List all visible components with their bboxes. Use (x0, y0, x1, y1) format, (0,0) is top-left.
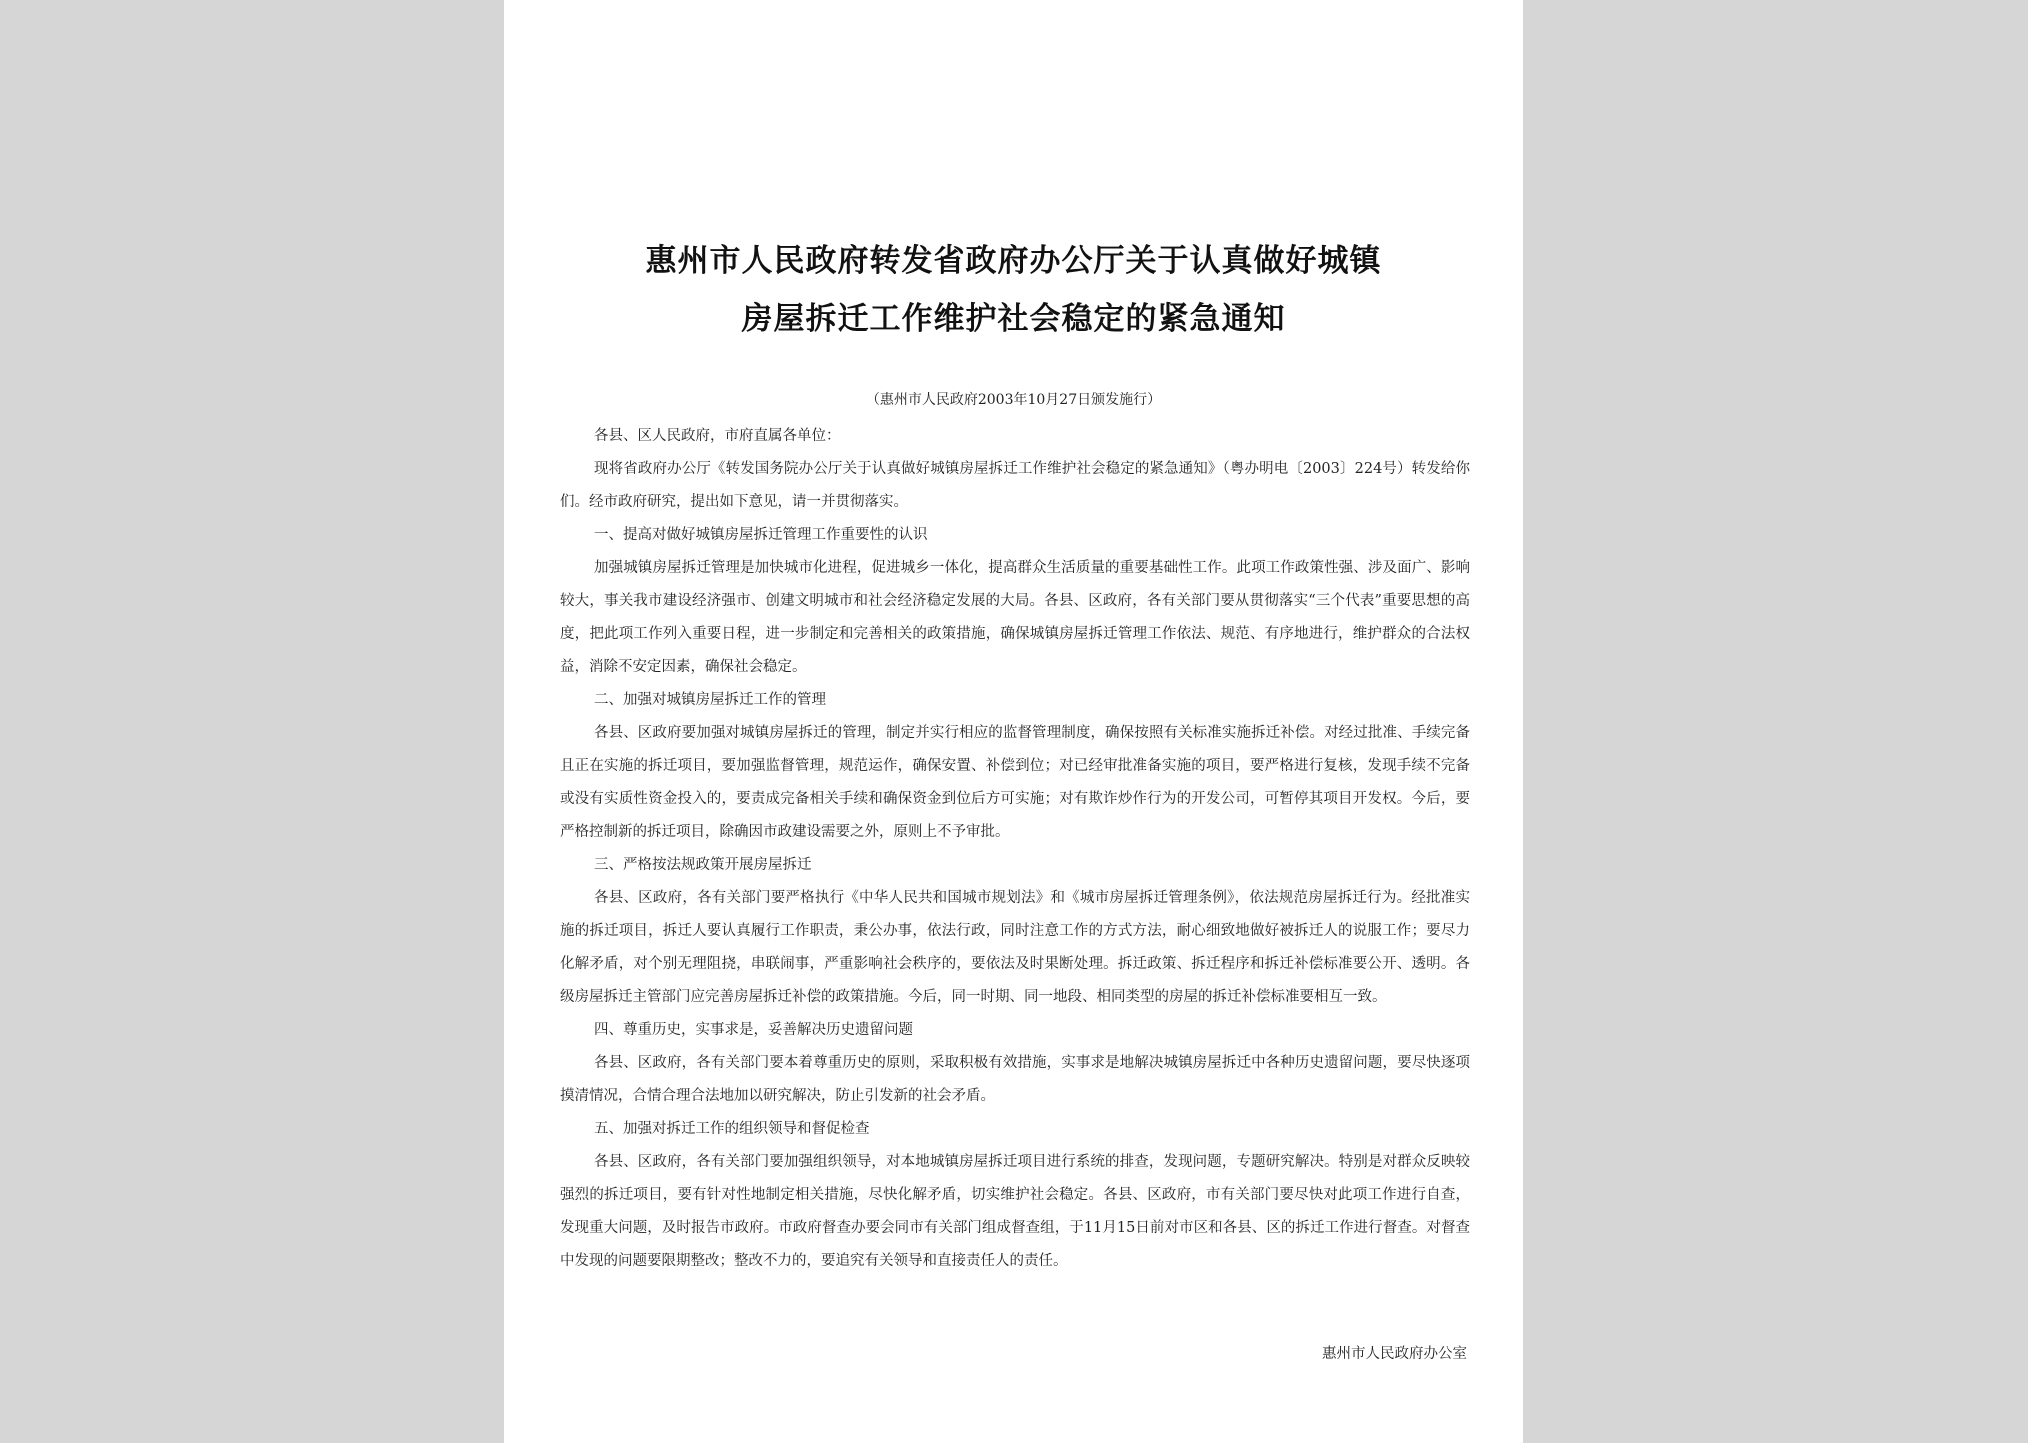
title-line-2: 房屋拆迁工作维护社会稳定的紧急通知 (741, 301, 1286, 337)
signature: 惠州市人民政府办公室 (1322, 1346, 1467, 1362)
document-page (504, 0, 1523, 1443)
section-text-5: 各县、区政府，各有关部门要加强组织领导，对本地城镇房屋拆迁项目进行系统的排查，发现问题，专题研究解决。特别是对群众反映较强烈的拆迁项目，要有针对性地制定相关措施，尽快化解矛盾，切实维护社会稳定。各县、区政府，市有关部门要尽快对此项工作进行自查，发现重大问题，及时报告市政府。市政府督查办要会同市有关部门组成督查组，于11月15日前对市区和各县、区的拆迁工作进行督查。对督查中发现的问题要限期整改；整改不力的，要追究有关领导和直接责任人的责任。 (560, 1154, 1470, 1269)
section-heading-1: 一、提高对做好城镇房屋拆迁管理工作重要性的认识 (594, 527, 928, 543)
section-heading-2: 二、加强对城镇房屋拆迁工作的管理 (594, 692, 826, 708)
title-line-1: 惠州市人民政府转发省政府办公厅关于认真做好城镇 (645, 243, 1382, 279)
issue-date-note: （惠州市人民政府2003年10月27日颁发施行） (865, 392, 1162, 408)
document-title (504, 232, 1523, 348)
section-heading-3: 三、严格按法规政策开展房屋拆迁 (594, 857, 812, 873)
document-body (560, 420, 1470, 1278)
section-heading-5: 五、加强对拆迁工作的组织领导和督促检查 (594, 1121, 870, 1137)
section-text-2: 各县、区政府要加强对城镇房屋拆迁的管理，制定并实行相应的监督管理制度，确保按照有关标准实施拆迁补偿。对经过批准、手续完备且正在实施的拆迁项目，要加强监督管理，规范运作，确保安置、补偿到位；对已经审批准备实施的项目，要严格进行复核，发现手续不完备或没有实质性资金投入的，要责成完备相关手续和确保资金到位后方可实施；对有欺诈炒作行为的开发公司，可暂停其项目开发权。今后，要严格控制新的拆迁项目，除确因市政建设需要之外，原则上不予审批。 (560, 725, 1470, 840)
section-text-1: 加强城镇房屋拆迁管理是加快城市化进程，促进城乡一体化，提高群众生活质量的重要基础性工作。此项工作政策性强、涉及面广、影响较大，事关我市建设经济强市、创建文明城市和社会经济稳定发展的大局。各县、区政府，各有关部门要从贯彻落实“三个代表”重要思想的高度，把此项工作列入重要日程，进一步制定和完善相关的政策措施，确保城镇房屋拆迁管理工作依法、规范、有序地进行，维护群众的合法权益，消除不安定因素，确保社会稳定。 (560, 560, 1470, 675)
intro-paragraph: 现将省政府办公厅《转发国务院办公厅关于认真做好城镇房屋拆迁工作维护社会稳定的紧急通知》（粤办明电〔2003〕224号）转发给你们。经市政府研究，提出如下意见，请一并贯彻落实。 (560, 461, 1470, 510)
section-text-3: 各县、区政府，各有关部门要严格执行《中华人民共和国城市规划法》和《城市房屋拆迁管理条例》，依法规范房屋拆迁行为。经批准实施的拆迁项目，拆迁人要认真履行工作职责，秉公办事，依法行政，同时注意工作的方式方法，耐心细致地做好被拆迁人的说服工作；要尽力化解矛盾，对个别无理阻挠，串联闹事，严重影响社会秩序的，要依法及时果断处理。拆迁政策、拆迁程序和拆迁补偿标准要公开、透明。各级房屋拆迁主管部门应完善房屋拆迁补偿的政策措施。今后，同一时期、同一地段、相同类型的房屋的拆迁补偿标准要相互一致。 (560, 890, 1470, 1005)
salutation: 各县、区人民政府，市府直属各单位： (594, 428, 841, 444)
section-heading-4: 四、尊重历史，实事求是，妥善解决历史遗留问题 (594, 1022, 913, 1038)
section-text-4: 各县、区政府，各有关部门要本着尊重历史的原则，采取积极有效措施，实事求是地解决城镇房屋拆迁中各种历史遗留问题，要尽快逐项摸清情况，合情合理合法地加以研究解决，防止引发新的社会矛盾。 (560, 1055, 1470, 1104)
